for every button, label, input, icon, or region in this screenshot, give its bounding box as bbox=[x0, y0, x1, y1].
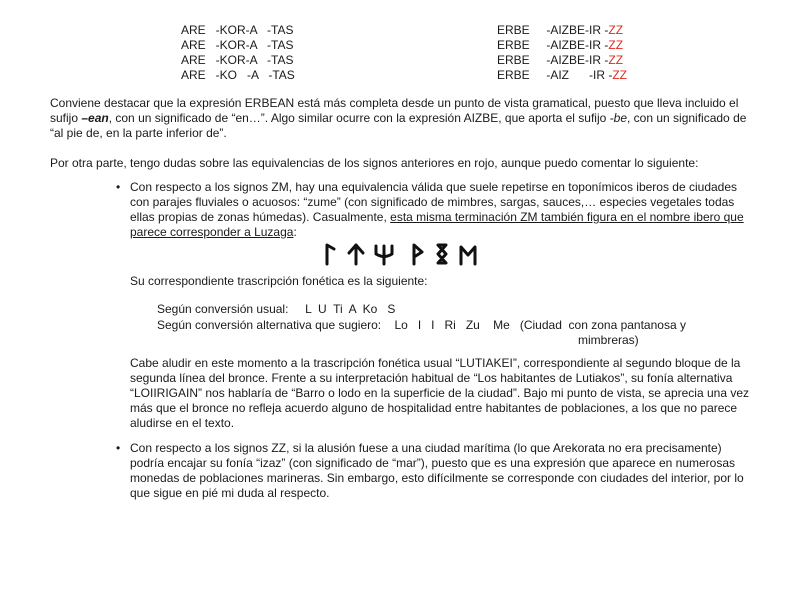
bullet-zm bbox=[130, 180, 750, 240]
transcription-intro: Su correspondiente trascripción fonética es la siguiente: bbox=[130, 274, 428, 288]
right-table-row bbox=[497, 38, 627, 53]
b1-end: : bbox=[293, 225, 297, 239]
right-table-row bbox=[497, 68, 627, 83]
iberian-s-icon bbox=[461, 247, 475, 264]
suffix-be: -be bbox=[609, 111, 627, 125]
iberian-ri-icon bbox=[438, 245, 446, 263]
b1-text: Con respecto a los signos ZM, hay una equivalencia válida que suele repetirse en toponímicos iberos de ciudades con parajes fluviales o acuosos: “zume” (con significado de mimbres, sargas, sauces,… especies vegetales todas ellas propias de zonas húmedas). Casualmente, bbox=[130, 180, 738, 224]
left-table-row: ARE -KOR-A -TAS bbox=[181, 38, 294, 52]
right-table-row bbox=[497, 23, 627, 38]
paragraph-lutiakei: Cabe aludir en este momento a la trascripción fonética usual “LUTIAKEI”, correspondiente al segundo bloque de la segunda línea del bronce. Frente a su interpretación habitual de “Los habitantes de Lutiakos”, su fonía alternativa “LOIIRIGAIN” nos hablaría de “Barro o lodo en la superficie de la ciudad”. Bajo mi punto de vista, se aprecia una vez más que el bronce no refleja acuerdo alguno de hospitalidad entre habitantes de poblaciones, a los que no parece aludirse en el texto. bbox=[130, 356, 749, 430]
red-highlight: ZZ bbox=[612, 68, 628, 82]
bullet-marker: • bbox=[116, 180, 121, 194]
iberian-ti-icon bbox=[349, 245, 363, 264]
p1-text-a: Conviene destacar que la expresión ERBEAN está más completa desde un punto de vista gramatical, puesto que lleva incluido el sufijo bbox=[50, 96, 739, 125]
suffix-ean: –ean bbox=[81, 111, 109, 125]
bullet-marker: • bbox=[116, 441, 121, 455]
paragraph-erbean bbox=[50, 96, 760, 141]
conversion-usual: Según conversión usual: L U Ti A Ko S bbox=[157, 302, 396, 316]
right-row-text: ERBE -AIZ -IR - bbox=[497, 68, 613, 82]
iberian-inscription bbox=[322, 242, 482, 266]
iberian-ko-icon bbox=[414, 245, 422, 264]
conversion-alternativa-cont: mimbreras) bbox=[578, 333, 639, 347]
conversion-alternativa: Según conversión alternativa que sugiero: Lo I I Ri Zu Me (Ciudad con zona pantanosa y bbox=[157, 318, 686, 332]
right-row-text: ERBE -AIZBE-IR - bbox=[497, 53, 609, 67]
iberian-lu-icon bbox=[327, 245, 334, 264]
left-table-row: ARE -KOR-A -TAS bbox=[181, 23, 294, 37]
underlined-luzaga: esta misma terminación ZM también figura en el nombre ibero que parece corresponder a Luzaga bbox=[130, 210, 744, 239]
p1-text-e: , con un significado de “al pie de, en la parte inferior de”. bbox=[50, 111, 747, 140]
left-table-row: ARE -KOR-A -TAS bbox=[181, 53, 294, 67]
right-word-table bbox=[497, 23, 627, 83]
left-word-table bbox=[181, 23, 295, 83]
paragraph-dudas: Por otra parte, tengo dudas sobre las equivalencias de los signos anteriores en rojo, aunque puedo comentar lo siguiente: bbox=[50, 156, 699, 170]
red-highlight: ZZ bbox=[608, 23, 624, 37]
iberian-a-icon bbox=[376, 246, 392, 264]
red-highlight: ZZ bbox=[608, 38, 624, 52]
left-table-row: ARE -KO -A -TAS bbox=[181, 68, 295, 82]
right-row-text: ERBE -AIZBE-IR - bbox=[497, 23, 609, 37]
right-row-text: ERBE -AIZBE-IR - bbox=[497, 38, 609, 52]
iberian-glyphs-svg bbox=[322, 242, 482, 266]
right-table-row bbox=[497, 53, 627, 68]
p1-text-c: , con un significado de “en…”. Algo similar ocurre con la expresión AIZBE, que aporta el sufijo bbox=[108, 111, 610, 125]
red-highlight: ZZ bbox=[608, 53, 624, 67]
bullet-zz: Con respecto a los signos ZZ, si la alusión fuese a una ciudad marítima (lo que Arekorata no era precisamente) podría encajar su fonía “izaz” (con significado de “mar”), puesto que es una expresión que aparece en numerosas monedas de poblaciones marineras. Sin embargo, esto difícilmente se corresponde con ciudades del interior, por lo que sigue en pié mi duda al respecto. bbox=[130, 441, 744, 500]
